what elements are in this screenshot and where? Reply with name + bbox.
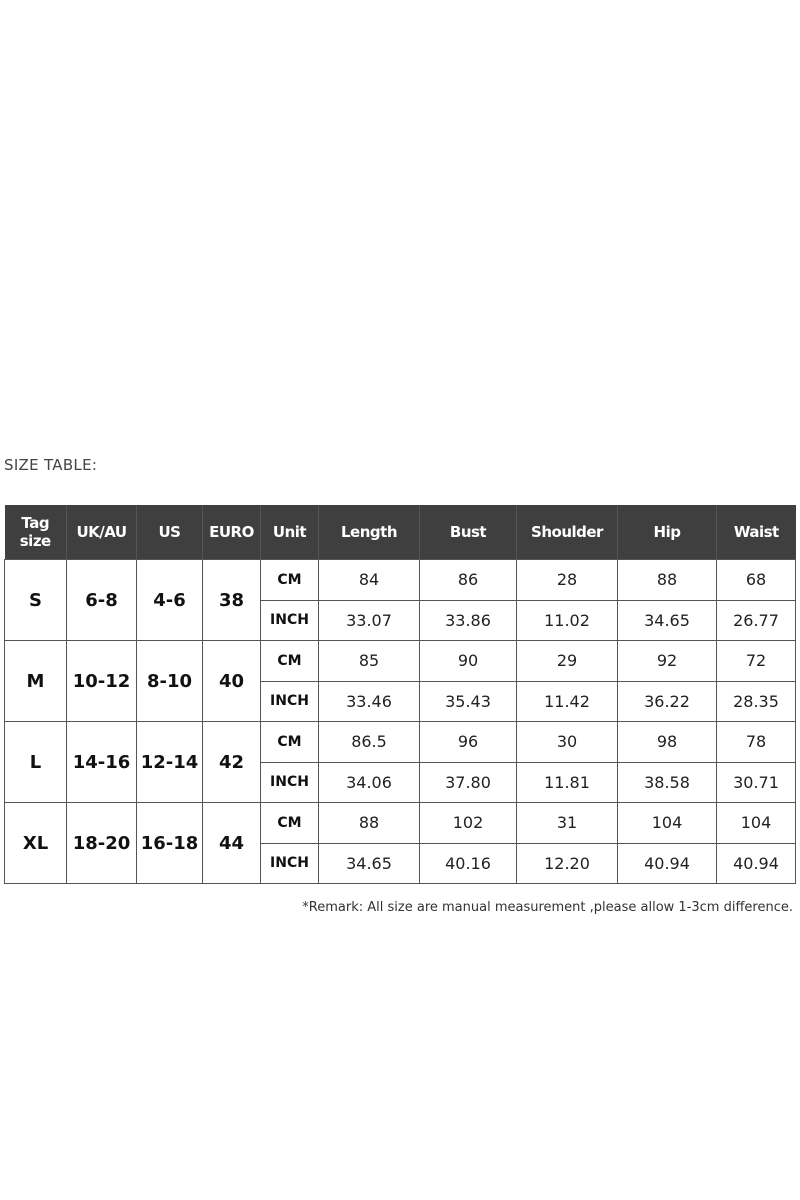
shoulder-cell: 11.02 (517, 600, 618, 641)
header-row (5, 505, 796, 560)
table-row (5, 722, 796, 763)
unit-cell: CM (261, 560, 319, 601)
header-shoulder: Shoulder (517, 505, 618, 560)
header-hip: Hip (618, 505, 717, 560)
hip-cell: 104 (618, 803, 717, 844)
unit-cell: CM (261, 641, 319, 682)
tag-size-cell: M (5, 641, 67, 722)
unit-cell: INCH (261, 843, 319, 884)
header-bust: Bust (420, 505, 517, 560)
euro-cell: 44 (203, 803, 261, 884)
waist-cell: 26.77 (717, 600, 796, 641)
tag-size-cell: XL (5, 803, 67, 884)
table-row (5, 803, 796, 844)
remark-note: *Remark: All size are manual measurement ,please allow 1-3cm difference. (302, 900, 793, 915)
waist-cell: 40.94 (717, 843, 796, 884)
length-cell: 86.5 (319, 722, 420, 763)
us-cell: 4-6 (137, 560, 203, 641)
waist-cell: 78 (717, 722, 796, 763)
shoulder-cell: 11.42 (517, 681, 618, 722)
bust-cell: 102 (420, 803, 517, 844)
uk-au-cell: 14-16 (67, 722, 137, 803)
hip-cell: 88 (618, 560, 717, 601)
unit-cell: INCH (261, 762, 319, 803)
table-row (5, 641, 796, 682)
unit-cell: INCH (261, 600, 319, 641)
euro-cell: 38 (203, 560, 261, 641)
length-cell: 88 (319, 803, 420, 844)
header-uk-au: UK/AU (67, 505, 137, 560)
waist-cell: 72 (717, 641, 796, 682)
waist-cell: 28.35 (717, 681, 796, 722)
shoulder-cell: 28 (517, 560, 618, 601)
us-cell: 16-18 (137, 803, 203, 884)
shoulder-cell: 31 (517, 803, 618, 844)
length-cell: 84 (319, 560, 420, 601)
bust-cell: 37.80 (420, 762, 517, 803)
shoulder-cell: 11.81 (517, 762, 618, 803)
header-length: Length (319, 505, 420, 560)
unit-cell: CM (261, 803, 319, 844)
unit-cell: INCH (261, 681, 319, 722)
unit-cell: CM (261, 722, 319, 763)
size-table (4, 505, 796, 884)
bust-cell: 96 (420, 722, 517, 763)
uk-au-cell: 10-12 (67, 641, 137, 722)
length-cell: 85 (319, 641, 420, 682)
length-cell: 33.46 (319, 681, 420, 722)
bust-cell: 40.16 (420, 843, 517, 884)
header-euro: EURO (203, 505, 261, 560)
tag-size-cell: L (5, 722, 67, 803)
bust-cell: 35.43 (420, 681, 517, 722)
us-cell: 12-14 (137, 722, 203, 803)
waist-cell: 30.71 (717, 762, 796, 803)
hip-cell: 98 (618, 722, 717, 763)
header-unit: Unit (261, 505, 319, 560)
length-cell: 34.65 (319, 843, 420, 884)
waist-cell: 104 (717, 803, 796, 844)
uk-au-cell: 18-20 (67, 803, 137, 884)
shoulder-cell: 12.20 (517, 843, 618, 884)
euro-cell: 42 (203, 722, 261, 803)
waist-cell: 68 (717, 560, 796, 601)
uk-au-cell: 6-8 (67, 560, 137, 641)
length-cell: 34.06 (319, 762, 420, 803)
hip-cell: 92 (618, 641, 717, 682)
hip-cell: 34.65 (618, 600, 717, 641)
bust-cell: 86 (420, 560, 517, 601)
hip-cell: 40.94 (618, 843, 717, 884)
header-waist: Waist (717, 505, 796, 560)
bust-cell: 33.86 (420, 600, 517, 641)
size-table-title: SIZE TABLE: (4, 456, 98, 474)
table-row (5, 560, 796, 601)
euro-cell: 40 (203, 641, 261, 722)
bust-cell: 90 (420, 641, 517, 682)
hip-cell: 36.22 (618, 681, 717, 722)
header-tag-size: Tag size (5, 505, 67, 560)
tag-size-cell: S (5, 560, 67, 641)
header-us: US (137, 505, 203, 560)
shoulder-cell: 29 (517, 641, 618, 682)
shoulder-cell: 30 (517, 722, 618, 763)
us-cell: 8-10 (137, 641, 203, 722)
hip-cell: 38.58 (618, 762, 717, 803)
length-cell: 33.07 (319, 600, 420, 641)
